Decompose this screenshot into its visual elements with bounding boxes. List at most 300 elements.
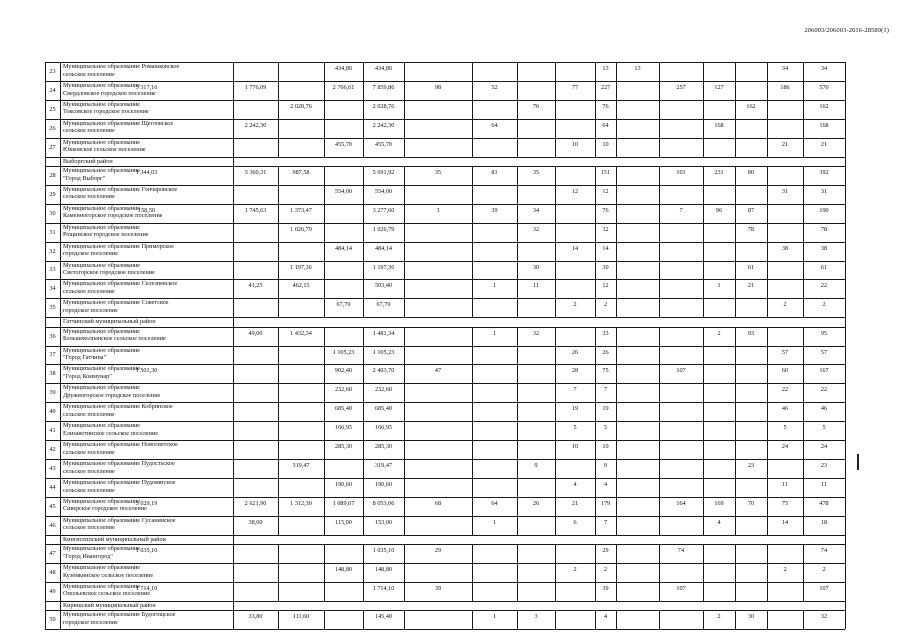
value-cell: 1 714,10 <box>135 584 158 592</box>
column-border <box>324 440 325 459</box>
value-cell: 95 <box>820 329 828 337</box>
value-cell: 4 <box>573 480 577 488</box>
column-border <box>45 440 46 459</box>
column-border <box>595 166 596 185</box>
column-border <box>404 185 405 204</box>
column-border <box>616 478 617 497</box>
column-border <box>363 62 364 81</box>
value-cell: 64 <box>491 121 498 129</box>
municipality-name: Опольевское сельское поселение <box>63 590 150 598</box>
column-border <box>659 582 660 601</box>
value-cell: 49,00 <box>248 329 263 337</box>
column-border <box>735 119 736 138</box>
column-border <box>278 166 279 185</box>
column-border <box>803 62 804 81</box>
column-border <box>616 327 617 346</box>
column-border <box>595 62 596 81</box>
municipality-name: Муниципальное образование Сусанинское <box>63 516 176 524</box>
value-cell: 462,15 <box>292 282 310 290</box>
column-border <box>803 185 804 204</box>
value-cell: 1 197,36 <box>290 263 312 271</box>
column-border <box>517 497 518 516</box>
column-border <box>659 327 660 346</box>
municipality-name: Муниципальное образование <box>63 384 141 392</box>
column-border <box>555 279 556 298</box>
column-border <box>60 157 61 166</box>
column-border <box>278 279 279 298</box>
value-cell: 29 <box>434 547 442 555</box>
column-border <box>595 402 596 421</box>
value-cell: 12 <box>602 282 609 290</box>
value-cell: 3 360,31 <box>244 168 267 176</box>
column-border <box>60 242 61 261</box>
column-border <box>735 81 736 100</box>
column-border <box>803 298 804 317</box>
column-border <box>616 261 617 280</box>
value-cell: 158,50 <box>137 206 155 214</box>
value-cell: 1 026,79 <box>290 225 312 233</box>
data-table <box>45 62 845 629</box>
municipality-name: "Город Коммунар" <box>63 373 112 381</box>
value-cell: 31 <box>820 187 828 195</box>
municipality-name: Рощинское городское поселение <box>63 231 149 239</box>
value-cell: 685,40 <box>374 405 392 413</box>
column-border <box>595 279 596 298</box>
column-border <box>60 601 61 610</box>
column-border <box>767 261 768 280</box>
column-border <box>278 204 279 223</box>
municipality-name: сельское поселение <box>63 448 115 456</box>
value-cell: 52 <box>491 83 498 91</box>
row-number: 42 <box>49 446 56 454</box>
row-number: 41 <box>49 427 56 435</box>
column-border <box>703 119 704 138</box>
column-border <box>616 610 617 629</box>
column-border <box>803 261 804 280</box>
value-cell: 2 766,61 <box>332 83 355 91</box>
row-number: 46 <box>49 521 56 529</box>
row-number: 37 <box>49 351 56 359</box>
column-border <box>278 544 279 563</box>
value-cell: 22 <box>820 386 828 394</box>
column-border <box>278 242 279 261</box>
column-border <box>404 582 405 601</box>
column-border <box>45 402 46 421</box>
value-cell: 2 242,30 <box>372 121 395 129</box>
municipality-name: Муниципальное образование Приморское <box>63 242 174 250</box>
column-border <box>703 204 704 223</box>
column-border <box>324 100 325 119</box>
column-border <box>404 610 405 629</box>
column-border <box>659 100 660 119</box>
value-cell: 34 <box>532 206 540 214</box>
column-border <box>472 610 473 629</box>
column-border <box>659 440 660 459</box>
value-cell: 232,60 <box>374 386 392 394</box>
column-border <box>595 204 596 223</box>
column-border <box>278 497 279 516</box>
value-cell: 87 <box>747 206 755 214</box>
column-border <box>472 185 473 204</box>
value-cell: 101 <box>676 168 686 176</box>
column-border <box>595 516 596 535</box>
value-cell: 21 <box>781 140 789 148</box>
value-cell: 1 481,34 <box>372 329 395 337</box>
value-cell: 46 <box>820 405 828 413</box>
column-border <box>278 261 279 280</box>
municipality-name: Каменногорское городское поселение <box>63 212 163 220</box>
column-border <box>616 185 617 204</box>
value-cell: 12 <box>571 187 579 195</box>
value-cell: 81 <box>491 168 498 176</box>
scan-mark <box>857 454 859 470</box>
column-border <box>735 166 736 185</box>
column-border <box>278 421 279 440</box>
column-border <box>363 298 364 317</box>
column-border <box>60 516 61 535</box>
column-border <box>555 459 556 478</box>
value-cell: 41,25 <box>248 282 263 290</box>
column-border <box>517 166 518 185</box>
column-border <box>60 298 61 317</box>
column-border <box>703 346 704 365</box>
value-cell: 21 <box>747 282 755 290</box>
column-border <box>845 242 846 261</box>
column-border <box>555 383 556 402</box>
value-cell: 478 <box>819 499 829 507</box>
column-border <box>767 459 768 478</box>
municipality-name: городское поселение <box>63 306 118 314</box>
column-border <box>845 402 846 421</box>
column-border <box>363 582 364 601</box>
municipality-name: Муниципальное образование Гончаровское <box>63 185 178 193</box>
column-border <box>45 516 46 535</box>
column-border <box>60 279 61 298</box>
column-border <box>324 166 325 185</box>
column-border <box>616 516 617 535</box>
value-cell: 455,70 <box>374 140 392 148</box>
column-border <box>555 62 556 81</box>
municipality-name: сельское поселение <box>63 486 115 494</box>
column-border <box>233 402 234 421</box>
column-border <box>233 138 234 157</box>
value-cell: 162 <box>746 102 756 110</box>
column-border <box>363 459 364 478</box>
value-cell: 9 <box>534 462 538 470</box>
column-border <box>233 298 234 317</box>
value-cell: 2 621,90 <box>244 499 267 507</box>
column-border <box>845 440 846 459</box>
column-border <box>703 81 704 100</box>
column-border <box>845 544 846 563</box>
column-border <box>363 261 364 280</box>
value-cell: 76 <box>602 206 609 214</box>
column-border <box>555 544 556 563</box>
municipality-name: Муниципальное образование <box>63 100 141 108</box>
column-border <box>555 242 556 261</box>
column-border <box>767 421 768 440</box>
column-border <box>767 364 768 383</box>
value-cell: 5 <box>573 424 577 432</box>
value-cell: 151 <box>600 168 611 176</box>
value-cell: 570 <box>819 83 829 91</box>
value-cell: 64 <box>602 121 609 129</box>
column-border <box>845 383 846 402</box>
column-border <box>803 402 804 421</box>
column-border <box>233 185 234 204</box>
column-border <box>60 459 61 478</box>
column-border <box>517 478 518 497</box>
municipality-name: сельское поселение <box>63 467 115 475</box>
column-border <box>324 364 325 383</box>
column-border <box>404 459 405 478</box>
column-border <box>472 62 473 81</box>
column-border <box>517 261 518 280</box>
municipality-name: Муниципальное образование Щегловское <box>63 119 174 127</box>
value-cell: 166,95 <box>374 424 392 432</box>
value-cell: 455,70 <box>334 140 352 148</box>
column-border <box>555 563 556 582</box>
value-cell: 2 <box>822 301 826 309</box>
column-border <box>555 402 556 421</box>
column-border <box>324 516 325 535</box>
column-border <box>703 478 704 497</box>
column-border <box>45 279 46 298</box>
column-border <box>803 119 804 138</box>
column-border <box>735 204 736 223</box>
column-border <box>595 364 596 383</box>
document-id: 206003/206003-2016-28589(1) <box>804 27 889 34</box>
value-cell: 57 <box>781 348 789 356</box>
column-border <box>703 516 704 535</box>
value-cell: 5 691,92 <box>372 168 395 176</box>
column-border <box>616 279 617 298</box>
column-border <box>616 138 617 157</box>
column-border <box>555 516 556 535</box>
value-cell: 19 <box>602 405 609 413</box>
value-cell: 2 242,30 <box>244 121 267 129</box>
value-cell: 6 <box>573 518 577 526</box>
value-cell: 115,00 <box>335 518 352 526</box>
column-border <box>703 100 704 119</box>
municipality-name: сельское поселение <box>63 410 115 418</box>
column-border <box>472 166 473 185</box>
column-border <box>404 261 405 280</box>
municipality-name: Кузёмкинское сельское поселение <box>63 571 154 579</box>
column-border <box>60 563 61 582</box>
value-cell: 3 029,19 <box>135 499 158 507</box>
column-border <box>555 185 556 204</box>
column-border <box>363 478 364 497</box>
column-border <box>703 223 704 242</box>
column-border <box>472 563 473 582</box>
value-cell: 111,60 <box>292 613 310 621</box>
column-border <box>659 563 660 582</box>
column-border <box>324 279 325 298</box>
municipality-name: сельское поселение <box>63 70 115 78</box>
value-cell: 107 <box>676 584 686 592</box>
column-border <box>60 497 61 516</box>
column-border <box>517 582 518 601</box>
column-border <box>45 242 46 261</box>
column-border <box>767 81 768 100</box>
value-cell: 902,40 <box>334 367 352 375</box>
column-border <box>45 497 46 516</box>
column-border <box>555 440 556 459</box>
column-border <box>803 327 804 346</box>
municipality-name: Муниципальное образование <box>63 166 141 174</box>
column-border <box>703 610 704 629</box>
column-border <box>324 185 325 204</box>
column-border <box>616 204 617 223</box>
column-border <box>517 138 518 157</box>
column-border <box>595 421 596 440</box>
value-cell: 32 <box>532 329 540 337</box>
value-cell: 77 <box>571 83 579 91</box>
column-border <box>45 535 46 544</box>
value-cell: 167 <box>819 367 829 375</box>
column-border <box>735 582 736 601</box>
column-border <box>803 364 804 383</box>
column-border <box>616 402 617 421</box>
value-cell: 319,47 <box>292 462 310 470</box>
value-cell: 21 <box>820 140 828 148</box>
value-cell: 61 <box>820 263 828 271</box>
value-cell: 2 028,76 <box>290 102 312 110</box>
value-cell: 1 105,23 <box>332 348 355 356</box>
column-border <box>60 544 61 563</box>
column-border <box>735 62 736 81</box>
column-border <box>845 317 846 326</box>
column-border <box>233 261 234 280</box>
column-border <box>278 298 279 317</box>
column-border <box>845 279 846 298</box>
column-border <box>555 204 556 223</box>
column-border <box>616 100 617 119</box>
row-number: 39 <box>49 389 56 397</box>
column-border <box>517 327 518 346</box>
column-border <box>324 497 325 516</box>
column-border <box>472 100 473 119</box>
value-cell: 70 <box>747 499 755 507</box>
value-cell: 74 <box>820 547 828 555</box>
column-border <box>324 119 325 138</box>
column-border <box>60 440 61 459</box>
column-border <box>735 497 736 516</box>
column-border <box>363 421 364 440</box>
column-border <box>767 62 768 81</box>
column-border <box>595 459 596 478</box>
column-border <box>659 346 660 365</box>
column-border <box>803 516 804 535</box>
column-border <box>278 364 279 383</box>
value-cell: 3 <box>534 613 538 621</box>
value-cell: 2 <box>573 565 577 573</box>
column-border <box>363 544 364 563</box>
column-border <box>659 544 660 563</box>
column-border <box>803 346 804 365</box>
value-cell: 554,00 <box>374 187 392 195</box>
column-border <box>472 261 473 280</box>
column-border <box>45 544 46 563</box>
value-cell: 554,00 <box>334 187 352 195</box>
municipality-name: Муниципальное образование <box>63 327 141 335</box>
value-cell: 76 <box>532 102 540 110</box>
column-border <box>472 81 473 100</box>
column-border <box>404 478 405 497</box>
column-border <box>803 610 804 629</box>
column-border <box>767 516 768 535</box>
column-border <box>60 383 61 402</box>
column-border <box>60 364 61 383</box>
column-border <box>404 81 405 100</box>
column-border <box>845 582 846 601</box>
column-border <box>767 298 768 317</box>
municipality-name: Светогорское городское поселение <box>63 269 155 277</box>
column-border <box>233 242 234 261</box>
municipality-name: Муниципальное образование <box>63 204 141 212</box>
value-cell: 2 403,70 <box>372 367 395 375</box>
municipality-name: Токсовское городское поселение <box>63 108 149 116</box>
row-number: 32 <box>49 247 56 255</box>
value-cell: 80 <box>747 168 755 176</box>
column-border <box>555 223 556 242</box>
column-border <box>472 279 473 298</box>
row-number: 27 <box>49 143 56 151</box>
column-border <box>735 478 736 497</box>
column-border <box>233 544 234 563</box>
column-border <box>278 516 279 535</box>
column-border <box>404 402 405 421</box>
row-number: 35 <box>49 304 56 312</box>
column-border <box>363 138 364 157</box>
value-cell: 35 <box>532 168 540 176</box>
column-border <box>45 317 46 326</box>
section-header: Киришский муниципальный район <box>63 601 156 609</box>
value-cell: 148,80 <box>374 565 392 573</box>
column-border <box>735 544 736 563</box>
column-border <box>324 610 325 629</box>
column-border <box>767 279 768 298</box>
column-border <box>363 497 364 516</box>
column-border <box>555 100 556 119</box>
column-border <box>45 204 46 223</box>
column-border <box>404 327 405 346</box>
column-border <box>278 610 279 629</box>
column-border <box>555 298 556 317</box>
value-cell: 257 <box>676 83 686 91</box>
value-cell: 190,60 <box>374 480 392 488</box>
column-border <box>845 478 846 497</box>
column-border <box>767 582 768 601</box>
municipality-name: сельское поселение <box>63 193 115 201</box>
column-border <box>324 62 325 81</box>
column-border <box>45 261 46 280</box>
column-border <box>233 223 234 242</box>
column-border <box>233 279 234 298</box>
column-border <box>363 364 364 383</box>
column-border <box>324 582 325 601</box>
column-border <box>616 440 617 459</box>
column-border <box>845 535 846 544</box>
column-border <box>703 421 704 440</box>
column-border <box>472 459 473 478</box>
column-border <box>803 421 804 440</box>
column-border <box>517 364 518 383</box>
value-cell: 60 <box>781 367 789 375</box>
column-border <box>517 298 518 317</box>
value-cell: 1 089,67 <box>332 499 355 507</box>
